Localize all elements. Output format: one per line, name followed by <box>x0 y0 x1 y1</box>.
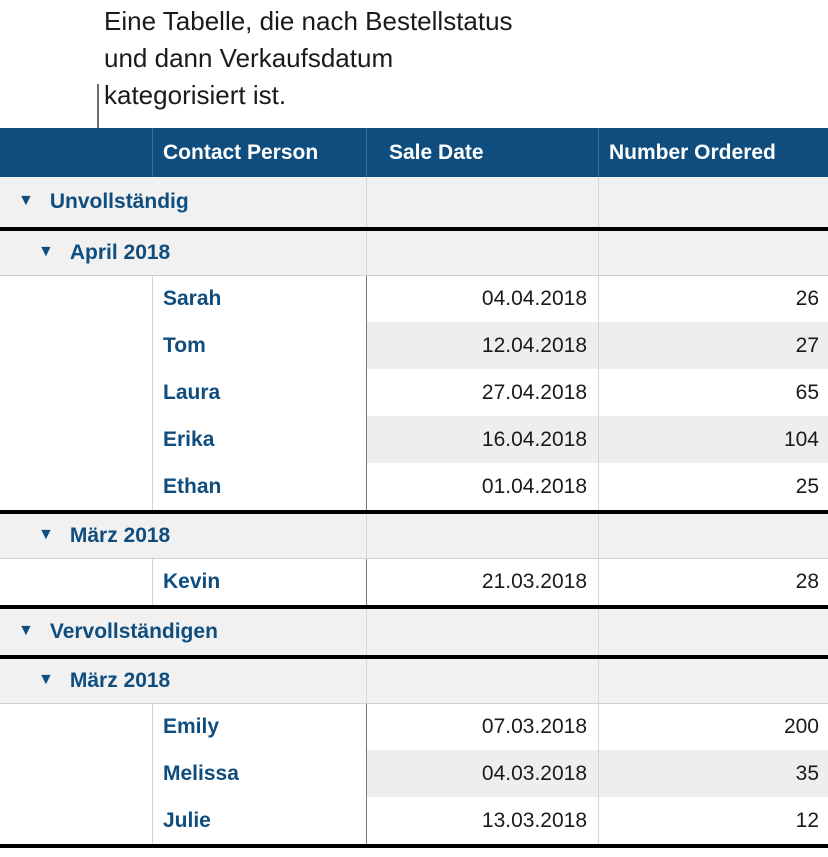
table-row[interactable] <box>0 463 828 510</box>
table-row[interactable] <box>0 797 828 844</box>
table-bottom-border <box>0 844 828 848</box>
contact-person-cell[interactable]: Sarah <box>152 276 366 322</box>
number-ordered-cell[interactable]: 12 <box>598 797 828 844</box>
number-ordered-cell[interactable]: 65 <box>598 369 828 416</box>
header-contact-person[interactable]: Contact Person <box>152 128 366 177</box>
subcategory-label: April 2018 <box>69 241 171 264</box>
sale-date-cell[interactable]: 04.03.2018 <box>366 750 598 797</box>
sale-date-cell[interactable]: 16.04.2018 <box>366 416 598 463</box>
disclosure-triangle-icon[interactable]: ▼ <box>18 192 34 209</box>
sale-date-cell[interactable]: 21.03.2018 <box>366 559 598 605</box>
sale-date-cell[interactable]: 04.04.2018 <box>366 276 598 322</box>
contact-person-cell[interactable]: Melissa <box>152 750 366 797</box>
category-label: Unvollständig <box>49 190 189 213</box>
disclosure-triangle-icon[interactable]: ▼ <box>38 526 54 543</box>
number-ordered-cell[interactable]: 27 <box>598 322 828 369</box>
table-row[interactable] <box>0 275 828 322</box>
table-row[interactable] <box>0 369 828 416</box>
disclosure-triangle-icon[interactable]: ▼ <box>38 671 54 688</box>
contact-person-cell[interactable]: Erika <box>152 416 366 463</box>
header-cell-empty[interactable] <box>0 128 152 177</box>
number-ordered-cell[interactable]: 200 <box>598 704 828 750</box>
number-ordered-cell[interactable]: 104 <box>598 416 828 463</box>
callout-text <box>104 3 624 114</box>
table-row[interactable] <box>0 703 828 750</box>
number-ordered-cell[interactable]: 28 <box>598 559 828 605</box>
sale-date-cell[interactable]: 07.03.2018 <box>366 704 598 750</box>
contact-person-cell[interactable]: Emily <box>152 704 366 750</box>
contact-person-cell[interactable]: Ethan <box>152 463 366 510</box>
number-ordered-cell[interactable]: 35 <box>598 750 828 797</box>
number-ordered-cell[interactable]: 25 <box>598 463 828 510</box>
table-row[interactable] <box>0 416 828 463</box>
table-row[interactable] <box>0 750 828 797</box>
contact-person-cell[interactable]: Laura <box>152 369 366 416</box>
header-sale-date[interactable]: Sale Date <box>366 128 598 177</box>
table-row[interactable] <box>0 558 828 605</box>
header-number-ordered[interactable]: Number Ordered <box>598 128 828 177</box>
sale-date-cell[interactable]: 01.04.2018 <box>366 463 598 510</box>
contact-person-cell[interactable]: Kevin <box>152 559 366 605</box>
sale-date-cell[interactable]: 27.04.2018 <box>366 369 598 416</box>
category-label: Vervollständigen <box>49 620 218 643</box>
disclosure-triangle-icon[interactable]: ▼ <box>38 243 54 260</box>
number-ordered-cell[interactable]: 26 <box>598 276 828 322</box>
table-header-row <box>0 128 828 177</box>
callout-line-1: Eine Tabelle, die nach Bestellstatus <box>104 6 513 36</box>
contact-person-cell[interactable]: Julie <box>152 797 366 844</box>
subcategory-row[interactable] <box>0 655 828 703</box>
sale-date-cell[interactable]: 13.03.2018 <box>366 797 598 844</box>
subcategory-row[interactable] <box>0 227 828 275</box>
contact-person-cell[interactable]: Tom <box>152 322 366 369</box>
subcategory-row[interactable] <box>0 510 828 558</box>
category-row[interactable] <box>0 605 828 655</box>
subcategory-label: März 2018 <box>69 524 171 547</box>
subcategory-label: März 2018 <box>69 669 171 692</box>
sale-date-cell[interactable]: 12.04.2018 <box>366 322 598 369</box>
callout-line-2: und dann Verkaufsdatum <box>104 43 394 73</box>
disclosure-triangle-icon[interactable]: ▼ <box>18 622 34 639</box>
category-row[interactable] <box>0 177 828 227</box>
callout-line-3: kategorisiert ist. <box>104 80 287 110</box>
table-row[interactable] <box>0 322 828 369</box>
orders-table <box>0 128 828 848</box>
